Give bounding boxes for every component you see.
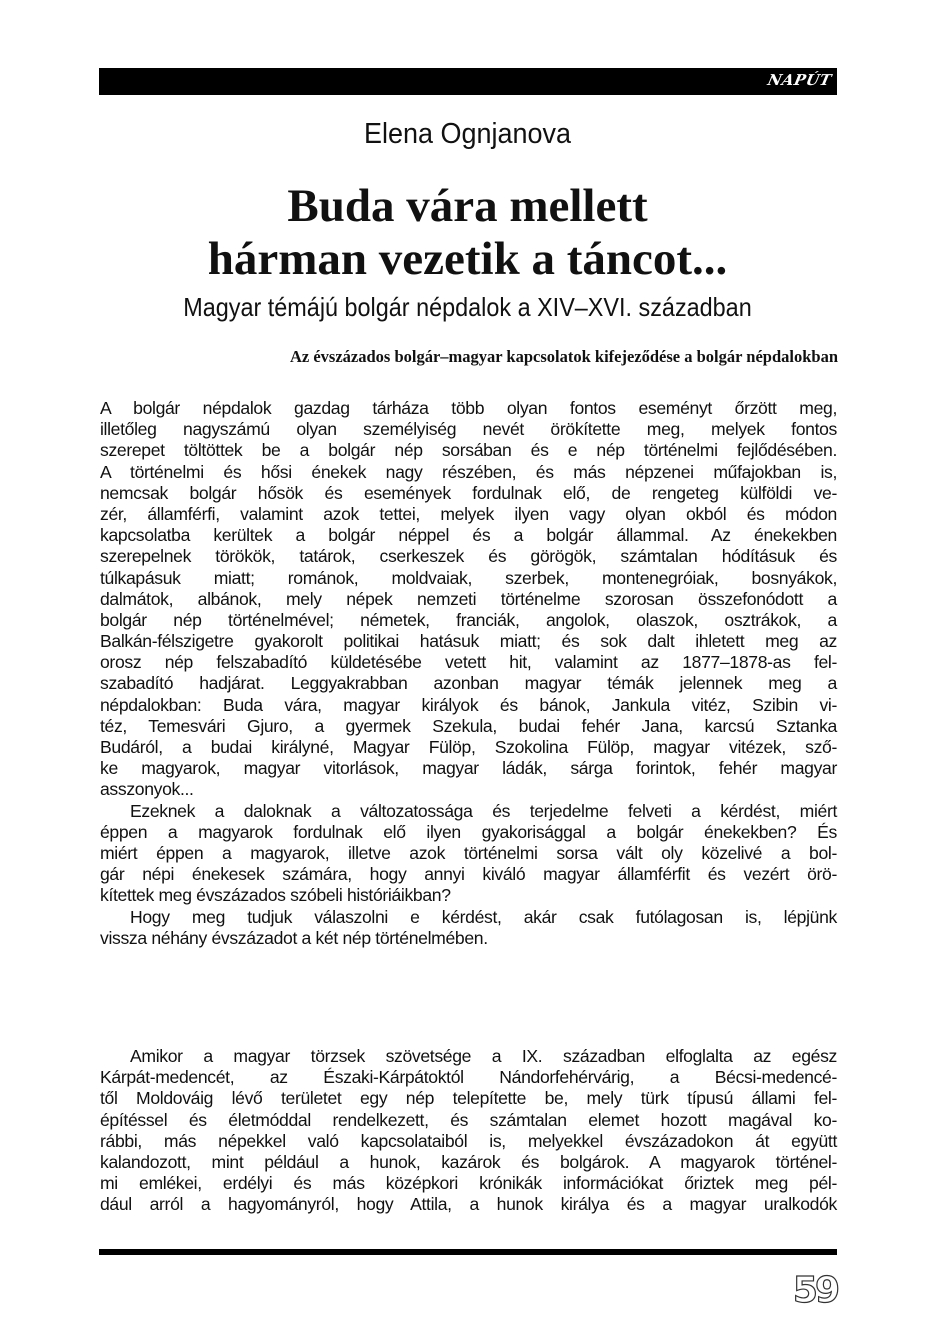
text-line: kítettek meg évszázados szóbeli históriáikban? [100, 885, 451, 906]
header-bar [99, 68, 837, 95]
text-line: dalmátok, albánok, mely népek nemzeti történelme szorosan összefonódott a [100, 588, 837, 609]
text-line: A történelmi és hősi énekek nagy részében, és más népzenei műfajokban is, [100, 461, 837, 482]
text-line: rábbi, más népekkel való kapcsolataiból is, melyekkel évszázadokon át együtt [100, 1130, 837, 1151]
text-line: től Moldováig lévő területet egy nép telepítette be, mely türk típusú állami fel- [100, 1088, 837, 1109]
text-line: orosz nép felszabadító küldetésébe vetett hit, valamint az 1877–1878-as fel- [100, 652, 837, 673]
text-line: A bolgár népdalok gazdag tárháza több olyan fontos eseményt őrzött meg, [100, 398, 837, 418]
body-text-block-1 [100, 398, 837, 949]
text-line: szerepet töltöttek be a bolgár nép sorsában és e nép történelmi fejlődésében. [100, 440, 837, 461]
text-line: építéssel és életmóddal rendelkezett, és számtalan elemet hozott magával ko- [100, 1109, 837, 1130]
text-line: ke magyarok, magyar vitorlások, magyar ládák, sárga forintok, fehér magyar [100, 758, 837, 779]
text-line: illetőleg nagyszámú olyan személyiség nevét örökítette meg, melyek fontos [100, 419, 837, 440]
text-line: gár népi énekesek számára, hogy annyi kiváló magyar államférfit és vezért örö- [100, 864, 837, 885]
text-line: szabadító hadjárat. Leggyakrabban azonban magyar témák jelennek meg a [100, 673, 837, 694]
page-number: 59 [792, 1270, 837, 1311]
article-subtitle: Magyar témájú bolgár népdalok a XIV–XVI. században [183, 292, 752, 322]
text-line: Hogy meg tudjuk válaszolni e kérdést, akár csak futólagosan is, lépjünk [130, 906, 837, 927]
article-author: Elena Ognjanova [364, 118, 571, 150]
footer-rule [99, 1249, 837, 1255]
text-line: népdalokban: Buda vára, magyar királyok és bánok, Jankula vitéz, Szibin vi- [100, 694, 837, 715]
article-title-line: Buda vára mellett [287, 180, 648, 232]
text-line: Budáról, a budai királyné, Magyar Fülöp, Szokolina Fülöp, magyar vitézek, sző- [100, 737, 837, 757]
text-line: kalandozott, mint például a hunok, kazárok és bolgárok. A magyarok történel- [100, 1151, 837, 1172]
text-line: Kárpát-medencét, az Északi-Kárpátoktól Nándorfehérvárig, a Bécsi-medencé- [100, 1067, 837, 1088]
body-text-block-2 [100, 1046, 837, 1216]
section-heading: Az évszázados bolgár–magyar kapcsolatok kifejeződése a bolgár népdalokban [289, 347, 838, 366]
text-line: miért éppen a magyarok, illetve azok történelmi sorsa vált oly közelivé a bol- [100, 842, 837, 863]
text-line: Ezeknek a daloknak a változatossága és terjedelme felveti a kérdést, miért [130, 800, 837, 821]
text-line: kapcsolatba kerültek a bolgár néppel és a bolgár állammal. Az énekekben [100, 525, 837, 546]
text-line: szerepelnek törökök, tatárok, cserkeszek és görögök, számtalan hódításuk és [100, 546, 837, 567]
text-line: zér, államférfi, valamint azok tettei, melyek ilyen vagy olyan okból és módon [100, 503, 837, 524]
text-line: téz, Temesvári Gjuro, a gyermek Szekula, budai fehér Jana, karcsú Sztanka [100, 715, 837, 736]
text-line: Amikor a magyar törzsek szövetsége a IX. században elfoglalta az egész [130, 1046, 837, 1066]
text-line: vissza néhány évszázadot a két nép történelmében. [100, 927, 488, 948]
article-title [0, 180, 935, 286]
text-line: asszonyok... [100, 779, 194, 800]
magazine-logo: NAPÚT [765, 71, 833, 89]
text-line: Balkán-félszigetre gyakorolt politikai hatásuk miatt; és sok dalt ihletett meg az [100, 631, 837, 652]
text-line: túlkapásuk miatt; románok, moldvaiak, szerbek, montenegróiak, bosnyákok, [100, 567, 837, 588]
text-line: éppen a magyarok fordulnak elő ilyen gyakorisággal a bolgár énekekben? És [100, 821, 837, 842]
article-title-line: hárman vezetik a táncot... [207, 233, 728, 285]
text-line: bolgár nép történelmével; németek, franciák, angolok, olaszok, osztrákok, a [100, 609, 837, 630]
text-line: mi emlékei, erdélyi és más középkori krónikák információkat őriztek meg pél- [100, 1173, 837, 1194]
text-line: nemcsak bolgár hősök és események fordulnak elő, de rengeteg külföldi ve- [100, 482, 837, 503]
text-line: dául arról a hagyományról, hogy Attila, a hunok királya és a magyar uralkodók [100, 1194, 837, 1215]
